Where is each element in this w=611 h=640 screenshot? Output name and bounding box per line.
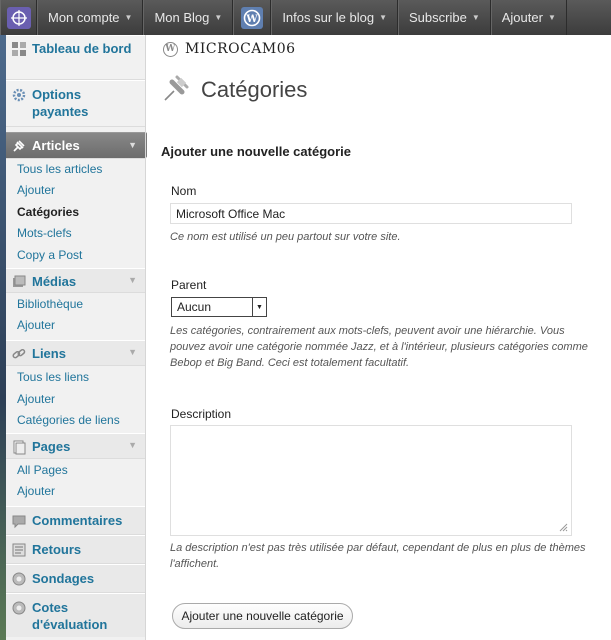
pin-icon [10, 137, 28, 155]
submenu-item-tous-articles[interactable]: Tous les articles [17, 162, 103, 176]
resize-grip-icon[interactable] [559, 523, 568, 532]
page-title: Catégories [201, 76, 308, 102]
menu-mon-blog[interactable] [143, 0, 233, 35]
menu-label: Mon compte [48, 10, 120, 25]
medias-submenu [6, 293, 145, 340]
sidebar-item-options[interactable] [6, 80, 145, 127]
dashboard-icon [10, 40, 28, 58]
articles-submenu [6, 159, 145, 268]
submenu-item-categories[interactable]: Catégories [17, 205, 80, 219]
menu-label: Subscribe [409, 10, 467, 25]
poll-icon [10, 570, 28, 588]
collapse-arrow-icon: ▼ [128, 140, 137, 150]
form-title: Ajouter une nouvelle catégorie [161, 144, 351, 159]
collapse-arrow-icon: ▼ [128, 440, 137, 450]
sidebar-item-dashboard[interactable] [6, 35, 145, 80]
pages-icon [10, 438, 28, 456]
add-category-button[interactable] [172, 603, 353, 629]
collapse-arrow-icon: ▼ [128, 347, 137, 357]
feedback-icon [10, 541, 28, 559]
name-field[interactable] [170, 203, 572, 224]
parent-help-text: Les catégories, contrairement aux mots-clefs, peuvent avoir une hiérarchie. Vous pouvez avoir une catégorie nommée Jazz, et à l'intérieur, plusieurs catégories comme Bebop et Big Band. Ceci est totalement facultatif. [170, 325, 588, 369]
sidebar-item-label: Médias [32, 274, 77, 289]
description-label: Description [171, 407, 232, 421]
parent-select[interactable] [171, 297, 267, 317]
description-textarea[interactable] [170, 425, 572, 536]
submenu-item-mots-clefs[interactable]: Mots-clefs [17, 226, 72, 240]
sidebar-item-cotes[interactable] [6, 593, 145, 637]
sidebar-item-label: Articles [32, 138, 80, 153]
sidebar-item-commentaires[interactable] [6, 506, 145, 535]
menu-label: Infos sur le blog [282, 10, 375, 25]
pin-icon [161, 73, 191, 106]
rating-icon [10, 599, 28, 617]
caret-down-icon: ▼ [214, 13, 223, 22]
pages-submenu [6, 459, 145, 506]
sidebar-item-label: Liens [32, 346, 66, 361]
sidebar-item-liens[interactable] [6, 340, 145, 366]
menu-infos-blog[interactable] [271, 0, 398, 35]
wordpress-icon: W [163, 42, 178, 57]
menu-label: Mon Blog [154, 10, 210, 25]
submenu-item-bibliotheque[interactable]: Bibliothèque [17, 297, 84, 311]
name-label: Nom [171, 184, 197, 198]
caret-down-icon: ▼ [124, 13, 133, 22]
menu-subscribe[interactable] [398, 0, 491, 35]
admin-bar [0, 0, 611, 35]
parent-selected-value: Aucun [177, 300, 212, 314]
sidebar-item-label: Options payantes [32, 87, 89, 119]
admin-sidebar [6, 35, 146, 640]
svg-text:W: W [246, 13, 258, 25]
menu-mon-compte[interactable] [37, 0, 143, 35]
button-label: Ajouter une nouvelle catégorie [181, 609, 344, 623]
sidebar-item-label: Commentaires [32, 513, 123, 528]
sidebar-item-sondages[interactable] [6, 564, 145, 593]
blavatar-icon[interactable] [0, 0, 37, 35]
submenu-item-ajouter[interactable]: Ajouter [17, 183, 56, 197]
name-help-text: Ce nom est utilisé un peu partout sur votre site. [170, 231, 401, 243]
liens-submenu [6, 366, 145, 433]
collapse-arrow-icon: ▼ [128, 275, 137, 285]
sidebar-item-label: Sondages [32, 571, 95, 586]
submenu-item-ajouter[interactable]: Ajouter [17, 484, 56, 498]
site-title-text: MICROCAM06 [185, 41, 296, 57]
sidebar-item-medias[interactable] [6, 268, 145, 293]
sidebar-item-articles[interactable] [6, 132, 145, 159]
menu-ajouter[interactable] [491, 0, 567, 35]
page-header [161, 73, 307, 106]
dropdown-arrow-icon: ▼ [252, 298, 266, 316]
submenu-item-ajouter[interactable]: Ajouter [17, 392, 56, 406]
site-title[interactable] [163, 41, 296, 57]
wordpress-logo-icon[interactable] [233, 0, 271, 35]
media-icon [10, 273, 28, 291]
submenu-item-copy-post[interactable]: Copy a Post [17, 248, 83, 262]
main-content [147, 35, 611, 640]
sidebar-item-retours[interactable] [6, 535, 145, 564]
submenu-item-ajouter[interactable]: Ajouter [17, 318, 56, 332]
submenu-item-tous-liens[interactable]: Tous les liens [17, 370, 90, 384]
parent-label: Parent [171, 278, 207, 292]
description-help-text: La description n'est pas très utilisée par défaut, cependant de plus en plus de thèmes l'affichent. [170, 542, 586, 570]
sidebar-item-label: Cotes d'évaluation [32, 600, 108, 632]
menu-label: Ajouter [501, 10, 543, 25]
sidebar-item-pages[interactable] [6, 433, 145, 459]
submenu-item-categories-liens[interactable]: Catégories de liens [17, 413, 120, 427]
sidebar-item-label: Pages [32, 439, 71, 454]
caret-down-icon: ▼ [379, 13, 388, 22]
comment-icon [10, 512, 28, 530]
gear-icon [10, 86, 28, 104]
sidebar-item-label: Retours [32, 542, 82, 557]
submenu-item-all-pages[interactable]: All Pages [17, 463, 68, 477]
caret-down-icon: ▼ [471, 13, 480, 22]
sidebar-item-label: Tableau de bord [32, 41, 132, 56]
caret-down-icon: ▼ [547, 13, 556, 22]
link-icon [10, 345, 28, 363]
